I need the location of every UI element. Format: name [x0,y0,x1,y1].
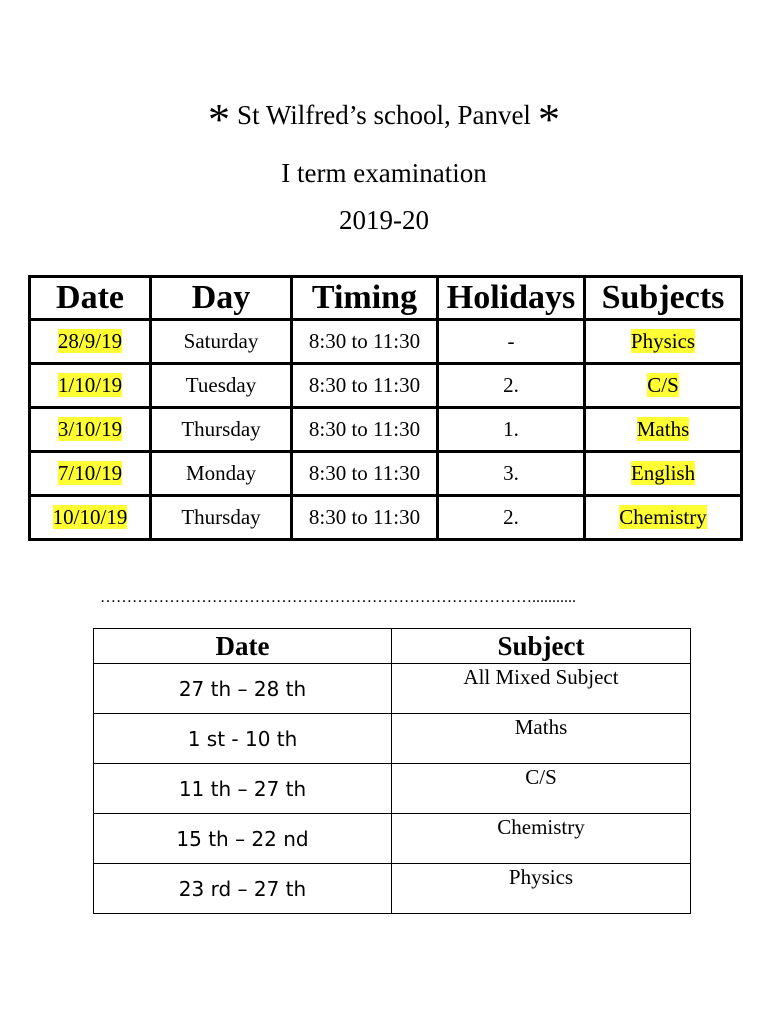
school-title [0,92,768,143]
table-row [30,364,742,408]
plan-date: 23 rd – 27 th [94,864,392,914]
exam-day: Monday [151,452,292,496]
exam-date: 1/10/19 [57,373,123,397]
exam-day: Thursday [151,408,292,452]
exam-header-holidays: Holidays [438,277,585,320]
exam-holidays: - [438,320,585,364]
plan-header-subject: Subject [392,629,691,664]
exam-date-cell [30,320,151,364]
exam-subject-cell [585,408,742,452]
star-right: * [537,95,560,144]
plan-subject: Physics [392,864,691,914]
school-name: St Wilfred’s school, Panvel [237,100,531,130]
exam-holidays: 2. [438,496,585,540]
table-row [94,764,691,814]
exam-day: Tuesday [151,364,292,408]
table-row [30,320,742,364]
exam-header-day: Day [151,277,292,320]
exam-header-row [30,277,742,320]
exam-timing: 8:30 to 11:30 [292,364,438,408]
exam-date-cell [30,364,151,408]
exam-date: 28/9/19 [57,329,123,353]
exam-subject: Maths [636,417,690,441]
exam-date: 7/10/19 [57,461,123,485]
term-title: I term examination [281,158,487,188]
subject-plan-table [93,628,691,914]
plan-header-date: Date [94,629,392,664]
plan-subject: All Mixed Subject [392,664,691,714]
exam-subject: Physics [630,329,696,353]
exam-header-subjects: Subjects [585,277,742,320]
exam-date: 10/10/19 [52,505,128,529]
plan-subject: Maths [392,714,691,764]
exam-subject: Chemistry [619,505,707,529]
dotted-separator: ………………………………………………………………………........... [100,589,576,606]
table-row [30,452,742,496]
exam-header-timing: Timing [292,277,438,320]
table-row [94,814,691,864]
exam-holidays: 1. [438,408,585,452]
plan-header-row [94,629,691,664]
plan-date: 11 th – 27 th [94,764,392,814]
plan-date: 1 st - 10 th [94,714,392,764]
exam-subject-cell [585,496,742,540]
table-row [30,496,742,540]
exam-timetable [28,275,743,541]
exam-timing: 8:30 to 11:30 [292,452,438,496]
table-row [94,864,691,914]
star-left: * [208,95,231,144]
plan-subject: Chemistry [392,814,691,864]
exam-date-cell [30,496,151,540]
plan-date: 15 th – 22 nd [94,814,392,864]
exam-date-cell [30,452,151,496]
exam-subject: English [630,461,696,485]
exam-subject: C/S [647,373,679,397]
exam-timing: 8:30 to 11:30 [292,320,438,364]
exam-subject-cell [585,364,742,408]
exam-day: Saturday [151,320,292,364]
exam-timing: 8:30 to 11:30 [292,496,438,540]
exam-timing: 8:30 to 11:30 [292,408,438,452]
plan-date: 27 th – 28 th [94,664,392,714]
table-row [94,664,691,714]
exam-date: 3/10/19 [57,417,123,441]
year-title: 2019-20 [339,205,429,235]
exam-holidays: 3. [438,452,585,496]
table-row [94,714,691,764]
exam-date-cell [30,408,151,452]
plan-subject: C/S [392,764,691,814]
table-row [30,408,742,452]
exam-subject-cell [585,320,742,364]
exam-day: Thursday [151,496,292,540]
exam-holidays: 2. [438,364,585,408]
exam-header-date: Date [30,277,151,320]
exam-subject-cell [585,452,742,496]
